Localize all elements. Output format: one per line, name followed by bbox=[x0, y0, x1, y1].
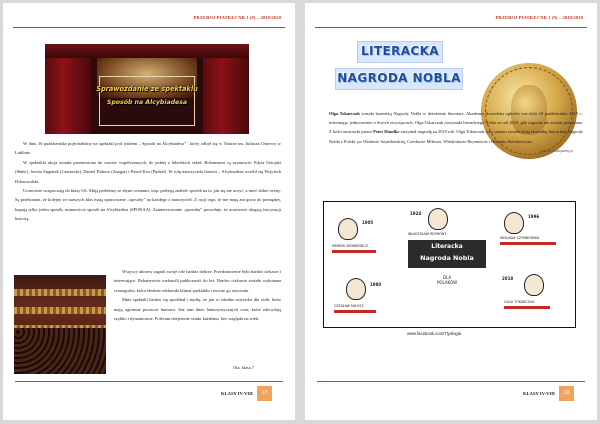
paragraph-1: W dniu 16 października pojechaliśmy na spektakl pod tytułem „ Sposób na Alcybiadesa” , który odbył się w Teatrze im. Juliusza Osterwy w Lublinie. bbox=[15, 141, 281, 156]
red-underline bbox=[332, 250, 376, 253]
left-page-number: 17 bbox=[257, 386, 272, 401]
name-milosz: CZESŁAW MIŁOSZ bbox=[334, 304, 364, 308]
year-2018: 2018 bbox=[502, 276, 514, 281]
right-header-title: PRZEBOJ PIATKEJ NR 1 (9) – 2019/2020 bbox=[495, 15, 583, 20]
right-page-number: 18 bbox=[559, 386, 574, 401]
red-underline bbox=[500, 242, 556, 245]
name-reymont: WŁADYSŁAW REYMONT bbox=[408, 232, 447, 236]
facebook-link[interactable]: www.facebook.com/Tlyologia bbox=[407, 331, 461, 336]
right-header bbox=[315, 12, 587, 28]
portrait-szymborska bbox=[504, 212, 524, 234]
sketch-badge: DLA POLAKÓW bbox=[436, 275, 458, 285]
sketchnote-illustration bbox=[323, 201, 576, 328]
nobel-article-body bbox=[329, 109, 583, 146]
paragraph-5: Mnie spektakl bardzo się spodobał i myślę, że jest to idealna rozrywka dla osób, które mają ogromne poczucie humoru. Jest tam dużo humorystycznych scen, które zdecydują szybko i dynamicznie. Polecam obejrzenie sztuki każdemu, bez względu na wiek. bbox=[114, 297, 281, 322]
tail-text: otrzymał nagrodę za 2019 rok. Olga Tokarczuk tym samym została piątą laureatką literackiej Nagrody Nobla z Polski, po Wisławie Szymborskiej, Czesławie Miłoszu, Władysławie Reymoncie i Henryku Sienkiewiczu. bbox=[329, 129, 583, 144]
right-footer-rule bbox=[317, 381, 585, 382]
second-name: Peter Handke bbox=[373, 129, 400, 135]
year-1996: 1996 bbox=[528, 214, 540, 219]
left-page bbox=[3, 3, 295, 420]
balcony-tier bbox=[14, 289, 106, 296]
paragraph-3: Uczniowie uczęszczają do klasy 6A. Mają problemy ze złymi ocenami, więc próbują znaleźć sposób na to, jak się nie uczyć, a mieć dobre oceny. Są przekonani, że kolejny ze starszych klas mają opracowane „sposoby” na każdego z nauczycieli. Z racji tego, że nie mają ani grosz do pieniędzy, kupują tylko jeden sposób, mianowicie sposób na Alcybiadesa (SPONAA). Zainteresowanie „sposobu” powoduje, że uczniowie ulegają fascynacji historią. bbox=[15, 188, 281, 222]
nobel-paragraph bbox=[329, 109, 583, 146]
paragraph-2: W spektaklu akcja została przeniesiona do czasów współczesnych, do jednej z lubelskich szkół. Bohaterami są uczniowie: Edyta Ostojski (Słabe), Jowita Stępniak (Czarnecki), Daniel Dobosz (Zasępa) i Paweł Kos (Pędzel). W rolę nauczyciela historii – Alcybiadesa wcielił się Wojciech Dobrowolski. bbox=[15, 159, 281, 184]
balcony-tier bbox=[14, 307, 106, 314]
theatre-banner-image bbox=[45, 44, 249, 134]
left-header bbox=[13, 12, 285, 28]
name-sienkiewicz: HENRYK SIENKIEWICZ bbox=[332, 244, 368, 248]
left-header-rule bbox=[13, 27, 285, 28]
medal-photo-credit: www.skrystalopiaedy.pl bbox=[540, 149, 573, 153]
left-footer-rule bbox=[15, 381, 283, 382]
year-1924: 1924 bbox=[410, 211, 422, 216]
name-szymborska: WISŁAWA SZYMBORSKA bbox=[500, 236, 540, 240]
portrait-tokarczuk bbox=[524, 274, 544, 296]
audience-crowd bbox=[14, 328, 106, 374]
lead-text: została laureatką Nagrody Nobla w dziedzinie literatury. Akademia Szwedzka ogłosiła wer-dykt 10 października 2019 r., informując jednocześnie o dwóch zwycięzcach. Olga Tokarczuk otrzymała literackiego Nobla za rok 2018, gdy nagroda nie została przyznana. Z kolei austriacki pisarz bbox=[329, 111, 583, 135]
red-underline bbox=[504, 306, 550, 309]
portrait-milosz bbox=[346, 278, 366, 300]
signature: Ola, klasa 7 bbox=[233, 365, 255, 370]
article-title-line2: NAGRODA NOBLA bbox=[337, 71, 461, 85]
right-header-rule bbox=[315, 27, 587, 28]
banner-title: Sprawozdanie ze spektaklu bbox=[96, 85, 198, 93]
paragraph-4: Wszyscy aktorzy zagrali swoje role bardzo dobrze. Przedstawienie było bardzo ciekawe i interesujące. Bohaterowie rozbawili publiczność do łez. Bardzo ciekawie zostało wykonana scenografia, która idealnie oddawała klimat spektaklu i mocno go ożywiała. bbox=[114, 269, 281, 293]
portrait-sienkiewicz bbox=[338, 218, 358, 240]
article-body-top bbox=[15, 139, 281, 224]
article-body-bottom bbox=[114, 267, 281, 323]
sketch-title-line2: Nagroda Nobla bbox=[420, 254, 474, 262]
banner-subtitle: Sposób na Alcybiadesa bbox=[106, 99, 188, 106]
portrait-reymont bbox=[428, 208, 448, 230]
year-1980: 1980 bbox=[370, 282, 382, 287]
red-underline bbox=[334, 310, 376, 313]
left-footer-label: KLASY IV-VIII bbox=[221, 391, 253, 396]
audience-photo bbox=[14, 275, 106, 374]
left-header-title: PRZEBOJ PIATKEJ NR 1 (9) – 2019/2020 bbox=[193, 15, 281, 20]
lead-name: Olga Tokarczuk bbox=[329, 111, 360, 116]
article-title-line1: LITERACKA bbox=[360, 44, 439, 58]
curtain-valance bbox=[45, 44, 249, 58]
year-1905: 1905 bbox=[362, 220, 374, 225]
right-footer-label: KLASY IV-VIII bbox=[523, 391, 555, 396]
right-page bbox=[305, 3, 597, 420]
name-tokarczuk: OLGA TOKARCZUK bbox=[504, 300, 535, 304]
sketch-title-line1: Literacka bbox=[431, 243, 463, 250]
